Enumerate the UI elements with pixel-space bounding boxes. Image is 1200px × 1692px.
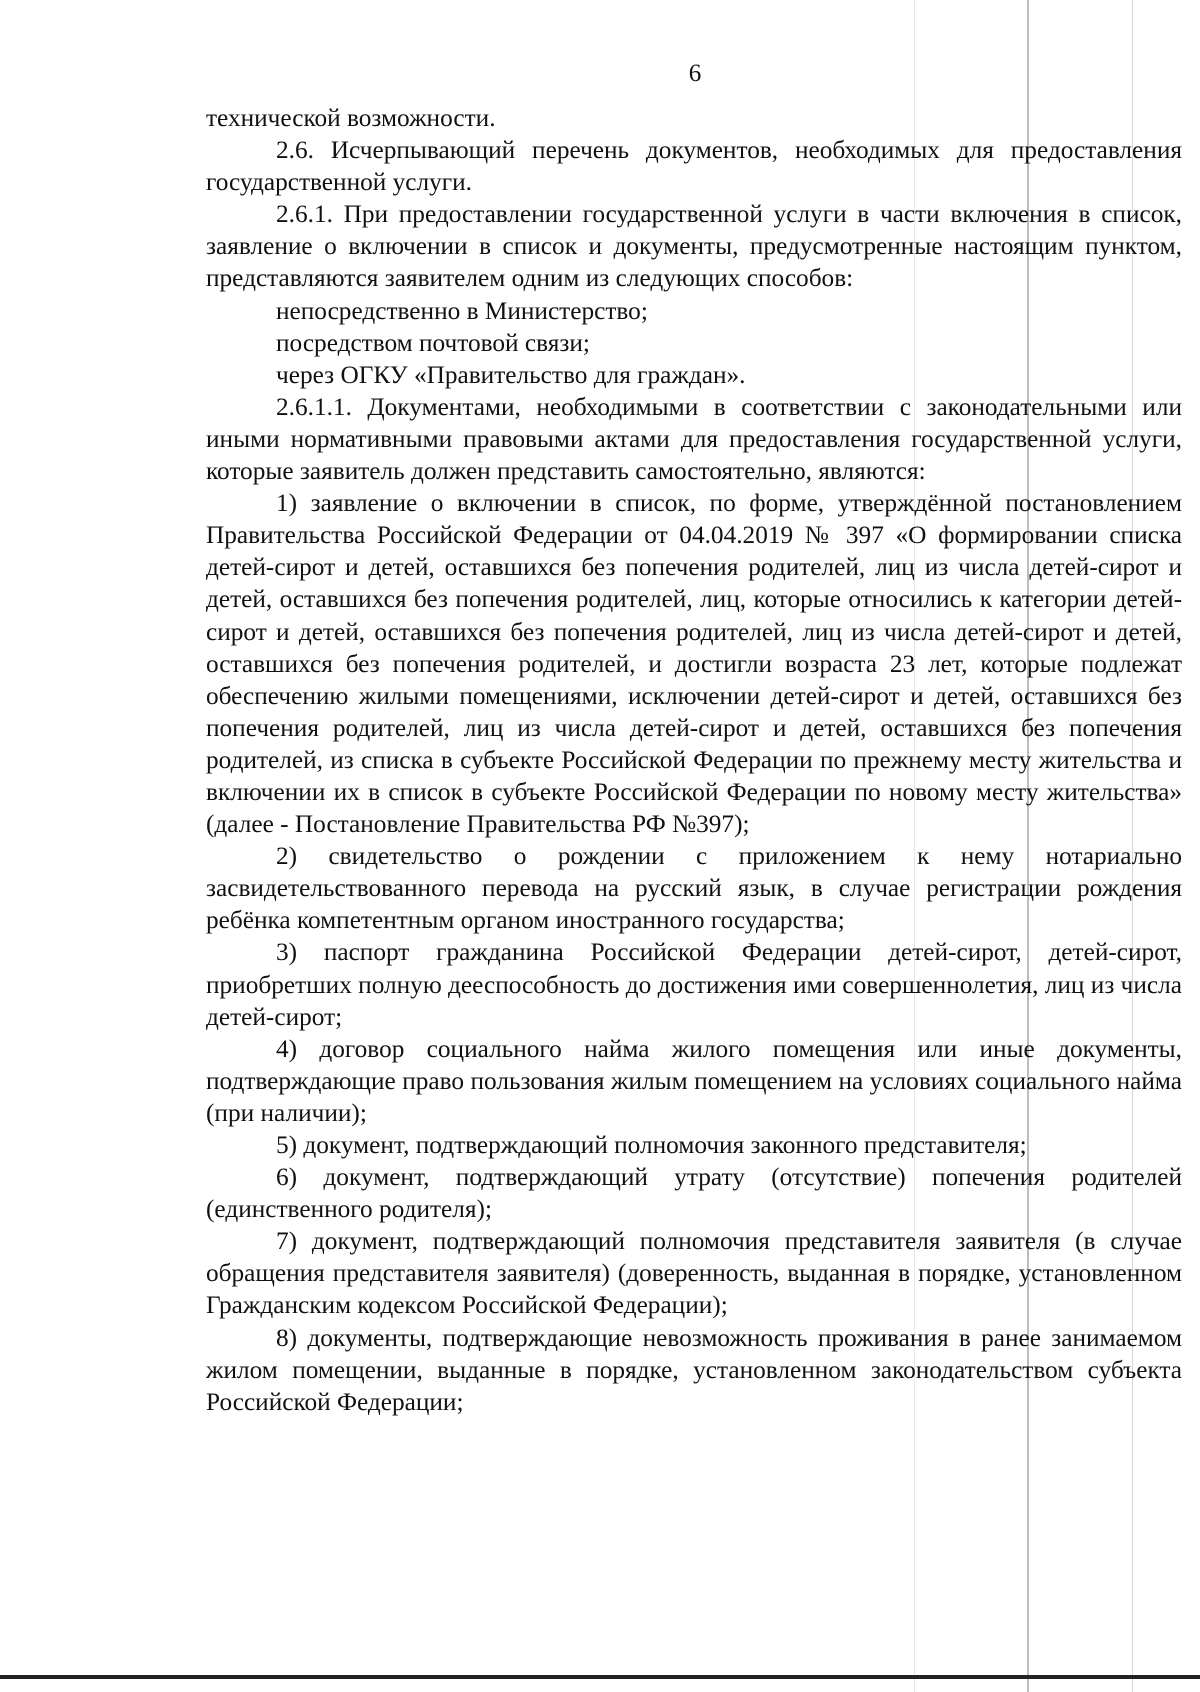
list-item: через ОГКУ «Правительство для граждан».	[276, 360, 746, 389]
scan-edge-rule	[0, 1675, 1200, 1679]
list-item: 1) заявление о включении в список, по форме, утверждённой постановлением Правительства Российской Федерации от 04.04.2019 № 397 «О формировании списка детей-сирот и детей, оставшихся без попечения родителей, лиц из числа детей-сирот и детей, оставшихся без попечения родителей, лиц, которые относились к категории детей-сирот и детей, оставшихся без попечения родителей, лиц из числа детей-сирот и детей, оставшихся без попечения родителей, и достигли возраста 23 лет, которые подлежат обеспечению жилыми помещениями, исключении детей-сирот и детей, оставшихся без попечения родителей, лиц из числа детей-сирот и детей, оставшихся без попечения родителей, из списка в субъекте Российской Федерации по прежнему месту жительства и включении их в список в субъекте Российской Федерации по новому месту жительства» (далее - Постановление Правительства РФ №397);	[206, 489, 1182, 839]
section-heading: 2.6. Исчерпывающий перечень документов, необходимых для предоставления государственной услуги.	[206, 136, 1182, 197]
paragraph: технической возможности.	[206, 104, 496, 132]
list-item: 8) документы, подтверждающие невозможность проживания в ранее занимаемом жилом помещении, выданные в порядке, установленном законодательством субъекта Российской Федерации;	[206, 1323, 1182, 1416]
paragraph: 2.6.1.1. Документами, необходимыми в соответствии с законодательными или иными нормативными правовыми актами для предоставления государственной услуги, которые заявитель должен представить самостоятельно, являются:	[206, 392, 1182, 486]
list-item: непосредственно в Министерство;	[276, 296, 648, 325]
document-body	[206, 102, 1182, 1418]
list-item: 4) договор социального найма жилого помещения или иные документы, подтверждающие право пользования жилым помещением на условиях социального найма (при наличии);	[206, 1034, 1182, 1127]
page-number: 6	[688, 60, 702, 87]
list-item: 5) документ, подтверждающий полномочия законного представителя;	[276, 1131, 1027, 1159]
list-item: посредством почтовой связи;	[276, 328, 590, 357]
list-item: 6) документ, подтверждающий утрату (отсутствие) попечения родителей (единственного родителя);	[206, 1163, 1182, 1224]
list-item: 2) свидетельство о рождении с приложением к нему нотариально засвидетельствованного перевода на русский язык, в случае регистрации рождения ребёнка компетентным органом иностранного государства;	[206, 842, 1182, 935]
list-item: 3) паспорт гражданина Российской Федерации детей-сирот, детей-сирот, приобретших полную дееспособность до достижения ими совершеннолетия, лиц из числа детей-сирот;	[206, 938, 1182, 1031]
list-item: 7) документ, подтверждающий полномочия представителя заявителя (в случае обращения представителя заявителя) (доверенность, выданная в порядке, установленном Гражданским кодексом Российской Федерации);	[206, 1227, 1182, 1320]
paragraph: 2.6.1. При предоставлении государственной услуги в части включения в список, заявление о включении в список и документы, предусмотренные настоящим пунктом, представляются заявителем одним из следующих способов:	[206, 200, 1182, 293]
